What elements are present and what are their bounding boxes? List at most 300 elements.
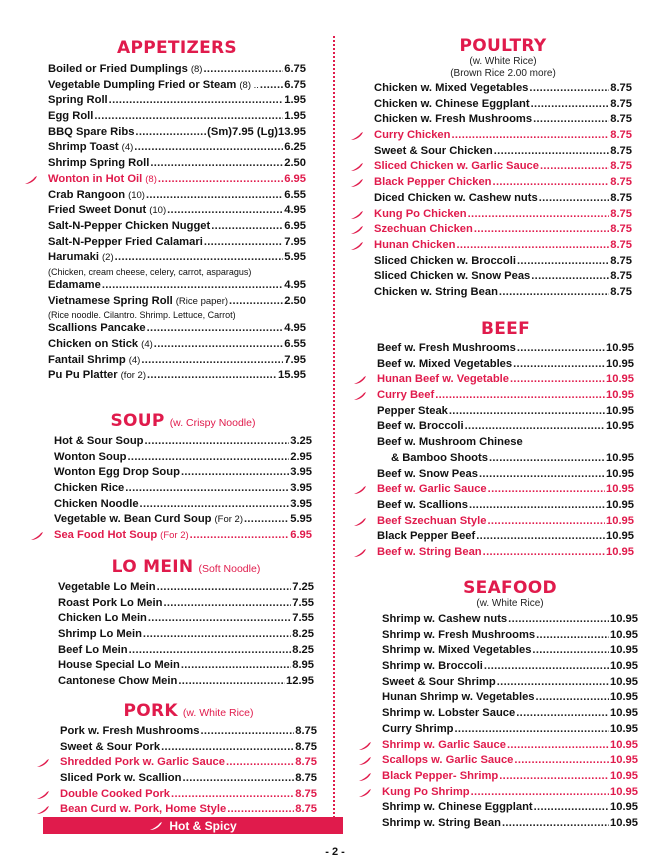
dot-leader xyxy=(540,159,609,175)
dot-leader xyxy=(154,337,283,353)
chili-pepper-icon xyxy=(358,741,372,751)
item-name: Beef w. String Bean xyxy=(377,545,482,558)
dot-leader xyxy=(181,658,291,674)
item-price: 6.95 xyxy=(284,219,306,232)
dot-leader xyxy=(146,188,283,204)
item-name: Black Pepper- Shrimp xyxy=(382,769,499,782)
item-name: Vegetable Lo Mein xyxy=(58,581,156,593)
item-quantity: (For 2) xyxy=(160,530,189,542)
item-name: Hunan Beef w. Vegetable xyxy=(377,373,510,386)
item-name: Sliced Chicken w. Garlic Sauce xyxy=(374,160,539,173)
hot-spicy-legend xyxy=(43,817,343,834)
item-name: Roast Pork Lo Mein xyxy=(58,596,163,609)
item-price: 3.95 xyxy=(290,497,312,510)
dot-leader xyxy=(143,627,291,643)
menu-item xyxy=(48,62,306,78)
dot-leader xyxy=(497,675,609,691)
item-name: Kung Po Shrimp xyxy=(382,785,470,798)
menu-list xyxy=(48,62,306,384)
menu-item xyxy=(377,514,634,530)
section-title xyxy=(60,697,317,721)
item-name: Salt-N-Pepper Chicken Nugget xyxy=(48,219,211,232)
menu-item xyxy=(48,125,306,141)
dot-leader xyxy=(182,771,294,787)
menu-item xyxy=(382,816,638,832)
menu-item xyxy=(60,740,317,756)
item-price: 10.95 xyxy=(606,451,634,464)
chili-pepper-icon xyxy=(358,756,372,766)
item-quantity: (4) xyxy=(121,142,134,154)
menu-item xyxy=(60,755,317,771)
item-name: Beef w. Broccoli xyxy=(377,420,464,433)
item-price: 7.95 xyxy=(284,353,306,366)
item-price: 6.55 xyxy=(284,338,306,350)
item-name: Wonton in Hot Oil xyxy=(48,172,143,185)
item-price: 8.75 xyxy=(610,160,632,173)
item-name: Pork w. Fresh Mushrooms xyxy=(60,725,200,737)
dot-leader xyxy=(451,128,609,144)
item-quantity: (8) xyxy=(190,64,203,75)
dot-leader xyxy=(489,451,605,467)
item-price: 3.95 xyxy=(290,482,312,495)
item-name: Hunan Shrimp w. Vegetables xyxy=(382,691,535,704)
item-name: Crab Rangoon xyxy=(48,188,126,201)
dot-leader xyxy=(163,596,291,612)
item-name: Beef Lo Mein xyxy=(58,643,128,656)
item-price: 4.95 xyxy=(284,204,306,217)
menu-item xyxy=(54,497,312,513)
menu-item xyxy=(58,674,314,690)
item-price: 2.50 xyxy=(284,294,306,307)
item-price: 8.75 xyxy=(610,254,632,267)
seafood-subtitle: (w. White Rice) xyxy=(476,598,544,609)
item-price: 10.95 xyxy=(610,801,638,814)
dot-leader xyxy=(181,465,289,481)
dot-leader xyxy=(494,144,609,160)
menu-item xyxy=(377,419,634,435)
item-description: (Rice noodle. Cilantro. Shrimp. Lettuce, Carrot) xyxy=(48,310,236,321)
page-number: - 2 - xyxy=(325,846,345,858)
item-price: 8.95 xyxy=(292,659,314,672)
column-divider xyxy=(333,36,335,834)
menu-item xyxy=(377,357,634,373)
item-price: 10.95 xyxy=(606,373,634,386)
soup-title: SOUP xyxy=(110,411,165,431)
chili-pepper-icon xyxy=(350,131,364,141)
menu-item xyxy=(54,450,312,466)
dot-leader xyxy=(94,109,283,125)
item-price: 10.95 xyxy=(606,357,634,370)
menu-item xyxy=(374,207,632,223)
menu-item xyxy=(377,435,634,451)
dot-leader xyxy=(211,219,283,235)
chili-pepper-icon xyxy=(353,548,367,558)
item-price: 6.75 xyxy=(284,63,306,75)
item-price: 8.75 xyxy=(295,772,317,785)
section-title xyxy=(377,315,634,339)
item-price: 3.95 xyxy=(290,466,312,479)
poultry-subtitle: (w. White Rice) xyxy=(469,56,537,67)
item-name: Chicken w. Fresh Mushrooms xyxy=(374,113,533,126)
menu-item xyxy=(48,294,306,310)
menu-item xyxy=(377,404,634,420)
item-name: Pepper Steak xyxy=(377,404,448,417)
item-price: 8.75 xyxy=(610,82,632,94)
menu-item xyxy=(58,580,314,596)
item-price: 8.75 xyxy=(610,223,632,236)
appetizers-title: APPETIZERS xyxy=(117,38,237,58)
dot-leader xyxy=(456,238,609,254)
chili-pepper-icon xyxy=(353,485,367,495)
dot-leader xyxy=(200,724,294,740)
chili-pepper-icon xyxy=(36,758,50,768)
menu-item xyxy=(377,529,634,545)
item-name: Black Pepper Beef xyxy=(377,530,476,543)
menu-item xyxy=(377,467,634,483)
item-price: 10.95 xyxy=(606,514,634,527)
item-name: Beef w. Snow Peas xyxy=(377,467,478,480)
item-name: Curry Beef xyxy=(377,389,435,402)
item-name: Sweet & Sour Shrimp xyxy=(382,675,496,688)
menu-item xyxy=(382,612,638,628)
dot-leader xyxy=(171,787,294,803)
menu-item xyxy=(382,769,638,785)
menu-item xyxy=(374,97,632,113)
menu-item xyxy=(382,785,638,801)
item-name: Chicken Lo Mein xyxy=(58,612,147,625)
item-quantity: (For 2) xyxy=(214,514,243,526)
item-name: Scallops w. Garlic Sauce xyxy=(382,754,514,767)
item-price: 10.95 xyxy=(606,389,634,402)
menu-item xyxy=(374,159,632,175)
item-name: Beef Szechuan Style xyxy=(377,514,487,527)
dot-leader xyxy=(203,62,283,78)
item-price: 10.95 xyxy=(606,420,634,433)
dot-leader xyxy=(513,357,605,373)
dot-leader xyxy=(145,434,290,450)
dot-leader xyxy=(102,278,283,294)
item-price: 10.95 xyxy=(606,342,634,354)
pork-note: (w. White Rice) xyxy=(182,707,254,719)
chili-pepper-icon xyxy=(353,391,367,401)
dot-leader xyxy=(141,353,283,369)
chili-pepper-icon xyxy=(353,375,367,385)
item-price: 8.75 xyxy=(610,285,632,298)
dot-leader xyxy=(476,529,605,545)
dot-leader xyxy=(150,156,283,172)
seafood-title: SEAFOOD xyxy=(463,578,557,598)
dot-leader xyxy=(539,191,610,207)
menu-item xyxy=(60,787,317,803)
beef-title: BEEF xyxy=(481,319,530,339)
menu-list xyxy=(54,434,312,544)
dot-leader xyxy=(534,800,609,816)
dot-leader xyxy=(493,175,610,191)
menu-item xyxy=(377,482,634,498)
menu-item xyxy=(58,643,314,659)
item-price: 10.95 xyxy=(610,754,638,767)
item-price: 5.95 xyxy=(284,251,306,264)
dot-leader xyxy=(499,769,609,785)
item-price: 4.95 xyxy=(284,322,306,335)
menu-item xyxy=(58,596,314,612)
dot-leader xyxy=(435,388,605,404)
menu-item xyxy=(382,643,638,659)
dot-leader xyxy=(502,816,609,832)
menu-item xyxy=(382,753,638,769)
dot-leader xyxy=(167,203,283,219)
item-price: 7.95 xyxy=(284,235,306,248)
dot-leader xyxy=(148,611,291,627)
menu-item xyxy=(58,611,314,627)
menu-item xyxy=(377,451,634,467)
item-name: Wonton Egg Drop Soup xyxy=(54,466,180,479)
item-name: Beef w. Scallions xyxy=(377,498,468,511)
item-price: 8.25 xyxy=(292,628,314,641)
item-price: 10.95 xyxy=(610,816,638,829)
item-price: 6.95 xyxy=(284,172,306,185)
dot-leader xyxy=(531,269,609,285)
poultry-section xyxy=(374,32,632,301)
dot-leader xyxy=(227,802,294,818)
item-price: (Sm)7.95 (Lg)13.95 xyxy=(207,125,306,138)
item-price: 10.95 xyxy=(610,722,638,735)
item-name: Chicken Noodle xyxy=(54,497,139,510)
item-price: 7.55 xyxy=(292,612,314,625)
item-name: Vegetable w. Bean Curd Soup xyxy=(54,513,212,526)
dot-leader xyxy=(157,580,292,596)
menu-item xyxy=(48,353,306,369)
dot-leader xyxy=(483,545,605,561)
menu-item xyxy=(48,250,306,266)
chili-pepper-icon xyxy=(353,517,367,527)
item-name: Sliced Chicken w. Snow Peas xyxy=(374,270,531,283)
item-name: Chicken Rice xyxy=(54,482,125,495)
section-title xyxy=(58,553,314,577)
dot-leader xyxy=(178,674,285,690)
menu-item xyxy=(382,675,638,691)
item-name: Chicken w. String Bean xyxy=(374,285,498,298)
dot-leader xyxy=(479,467,605,483)
item-name: Vietnamese Spring Roll xyxy=(48,294,173,307)
item-price: 8.75 xyxy=(295,787,317,800)
dot-leader xyxy=(474,222,609,238)
menu-item xyxy=(382,706,638,722)
dot-leader xyxy=(115,250,284,266)
lo-mein-section xyxy=(58,553,314,690)
item-name: Edamame xyxy=(48,278,101,291)
dot-leader xyxy=(147,368,277,384)
item-quantity: (10) xyxy=(149,205,167,217)
dot-leader xyxy=(529,81,609,97)
chili-pepper-icon xyxy=(36,805,50,815)
item-name: Beef w. Garlic Sauce xyxy=(377,483,487,496)
dot-leader xyxy=(161,740,294,756)
chili-pepper-icon xyxy=(36,790,50,800)
dot-leader xyxy=(517,254,609,270)
item-name: Black Pepper Chicken xyxy=(374,176,492,189)
item-name: & Bamboo Shoots xyxy=(391,451,488,464)
item-name: Shrimp Toast xyxy=(48,141,119,154)
item-name: Cantonese Chow Mein xyxy=(58,675,178,688)
dot-leader xyxy=(140,497,290,513)
item-name: Pu Pu Platter xyxy=(48,369,118,382)
dot-leader xyxy=(507,738,609,754)
dot-leader xyxy=(536,628,609,644)
menu-item xyxy=(382,659,638,675)
menu-item xyxy=(48,109,306,125)
item-price: 8.75 xyxy=(610,113,632,126)
chili-pepper-icon xyxy=(358,772,372,782)
menu-list xyxy=(377,341,634,561)
dot-leader xyxy=(510,372,605,388)
chili-pepper-icon xyxy=(350,178,364,188)
item-price: 5.95 xyxy=(290,513,312,526)
dot-leader xyxy=(125,481,289,497)
menu-item xyxy=(382,800,638,816)
item-name: Fantail Shrimp xyxy=(48,353,126,366)
menu-item xyxy=(48,172,306,188)
menu-item xyxy=(58,627,314,643)
item-name: Shredded Pork w. Garlic Sauce xyxy=(60,756,225,769)
dot-leader xyxy=(190,528,290,544)
menu-item xyxy=(48,219,306,235)
menu-item xyxy=(374,254,632,270)
dot-leader xyxy=(517,341,605,357)
item-quantity: (4) xyxy=(141,339,153,350)
menu-item xyxy=(374,191,632,207)
menu-item xyxy=(60,802,317,818)
menu-item xyxy=(48,140,306,156)
menu-item xyxy=(382,738,638,754)
item-name: Chicken w. Mixed Vegetables xyxy=(374,82,529,94)
item-name: Scallions Pancake xyxy=(48,322,146,335)
appetizers-section xyxy=(48,34,306,384)
menu-list xyxy=(374,81,632,301)
item-name: Diced Chicken w. Cashew nuts xyxy=(374,191,538,204)
item-quantity: (10) xyxy=(128,189,145,201)
item-name: Shrimp w. Mixed Vegetables xyxy=(382,644,532,657)
item-price: 7.55 xyxy=(292,596,314,609)
item-name: Bean Curd w. Pork, Home Style xyxy=(60,803,227,816)
menu-item xyxy=(48,337,306,353)
menu-item xyxy=(54,481,312,497)
chili-pepper-icon xyxy=(358,788,372,798)
item-name: Hot & Sour Soup xyxy=(54,435,144,447)
item-price: 10.95 xyxy=(610,707,638,720)
menu-item xyxy=(377,388,634,404)
item-name: Beef w. Fresh Mushrooms xyxy=(377,342,516,354)
item-price: 8.75 xyxy=(610,238,632,251)
item-price: 8.75 xyxy=(610,97,632,110)
dot-leader xyxy=(128,450,290,466)
item-price: 8.75 xyxy=(295,740,317,753)
menu-item xyxy=(382,722,638,738)
menu-item xyxy=(374,269,632,285)
menu-item xyxy=(54,465,312,481)
item-price: 8.75 xyxy=(610,176,632,189)
menu-item xyxy=(377,498,634,514)
dot-leader xyxy=(455,722,610,738)
menu-item xyxy=(374,285,632,301)
seafood-section xyxy=(382,574,638,832)
dot-leader xyxy=(469,498,605,514)
item-price: 8.75 xyxy=(610,144,632,157)
item-price: 8.75 xyxy=(295,756,317,769)
section-title xyxy=(54,407,312,431)
item-name: Beef w. Mushroom Chinese xyxy=(377,436,523,449)
item-name: Egg Roll xyxy=(48,110,94,123)
item-quantity: (8) xyxy=(145,173,157,185)
item-price: 10.95 xyxy=(606,530,634,543)
item-price: 7.25 xyxy=(292,581,314,593)
menu-item xyxy=(382,690,638,706)
dot-leader xyxy=(508,612,609,628)
menu-item xyxy=(382,628,638,644)
menu-item xyxy=(377,545,634,561)
item-price: 10.95 xyxy=(610,675,638,688)
item-name: Shrimp w. Fresh Mushrooms xyxy=(382,628,536,641)
item-name: Shrimp Lo Mein xyxy=(58,628,142,641)
item-name: Shrimp w. Garlic Sauce xyxy=(382,738,506,751)
menu-list xyxy=(382,612,638,832)
dot-leader xyxy=(449,404,605,420)
menu-list xyxy=(60,724,317,818)
item-name: Hunan Chicken xyxy=(374,238,456,251)
dot-leader xyxy=(129,643,292,659)
dot-leader xyxy=(465,419,605,435)
item-price: 6.75 xyxy=(284,78,306,91)
item-price: 10.95 xyxy=(606,498,634,511)
item-name: Wonton Soup xyxy=(54,450,127,463)
item-quantity: (Rice paper) xyxy=(175,295,229,307)
poultry-brown-rice-note: (Brown Rice 2.00 more) xyxy=(450,68,556,79)
chili-pepper-icon xyxy=(24,175,38,185)
pork-title: PORK xyxy=(123,701,178,721)
item-quantity: (8) .. xyxy=(239,79,259,91)
chili-pepper-icon xyxy=(350,241,364,251)
section-title xyxy=(382,574,638,598)
poultry-title: POULTRY xyxy=(459,36,547,56)
menu-item xyxy=(377,372,634,388)
item-price: 8.75 xyxy=(610,270,632,283)
item-name: Spring Roll xyxy=(48,94,108,107)
menu-item xyxy=(48,203,306,219)
item-description: (Chicken, cream cheese, celery, carrot, asparagus) xyxy=(48,266,252,277)
item-quantity: (2) xyxy=(102,252,114,264)
item-price: 10.95 xyxy=(606,467,634,480)
menu-item xyxy=(54,528,312,544)
item-name: Curry Chicken xyxy=(374,129,451,142)
menu-item xyxy=(58,658,314,674)
menu-item xyxy=(374,222,632,238)
item-name: Fried Sweet Donut xyxy=(48,204,147,217)
item-price: 10.95 xyxy=(610,644,638,657)
item-price: 10.95 xyxy=(610,628,638,641)
menu-item xyxy=(48,188,306,204)
item-price: 6.55 xyxy=(284,188,306,201)
dot-leader xyxy=(244,512,289,528)
item-price: 10.95 xyxy=(610,691,638,704)
item-price: 2.50 xyxy=(284,157,306,170)
item-price: 3.25 xyxy=(290,435,312,447)
dot-leader xyxy=(229,294,283,310)
dot-leader xyxy=(533,112,609,128)
item-price: 8.25 xyxy=(292,643,314,656)
item-name: Chicken on Stick xyxy=(48,338,139,350)
item-name: Shrimp w. Lobster Sauce xyxy=(382,707,516,720)
item-price: 10.95 xyxy=(606,404,634,417)
